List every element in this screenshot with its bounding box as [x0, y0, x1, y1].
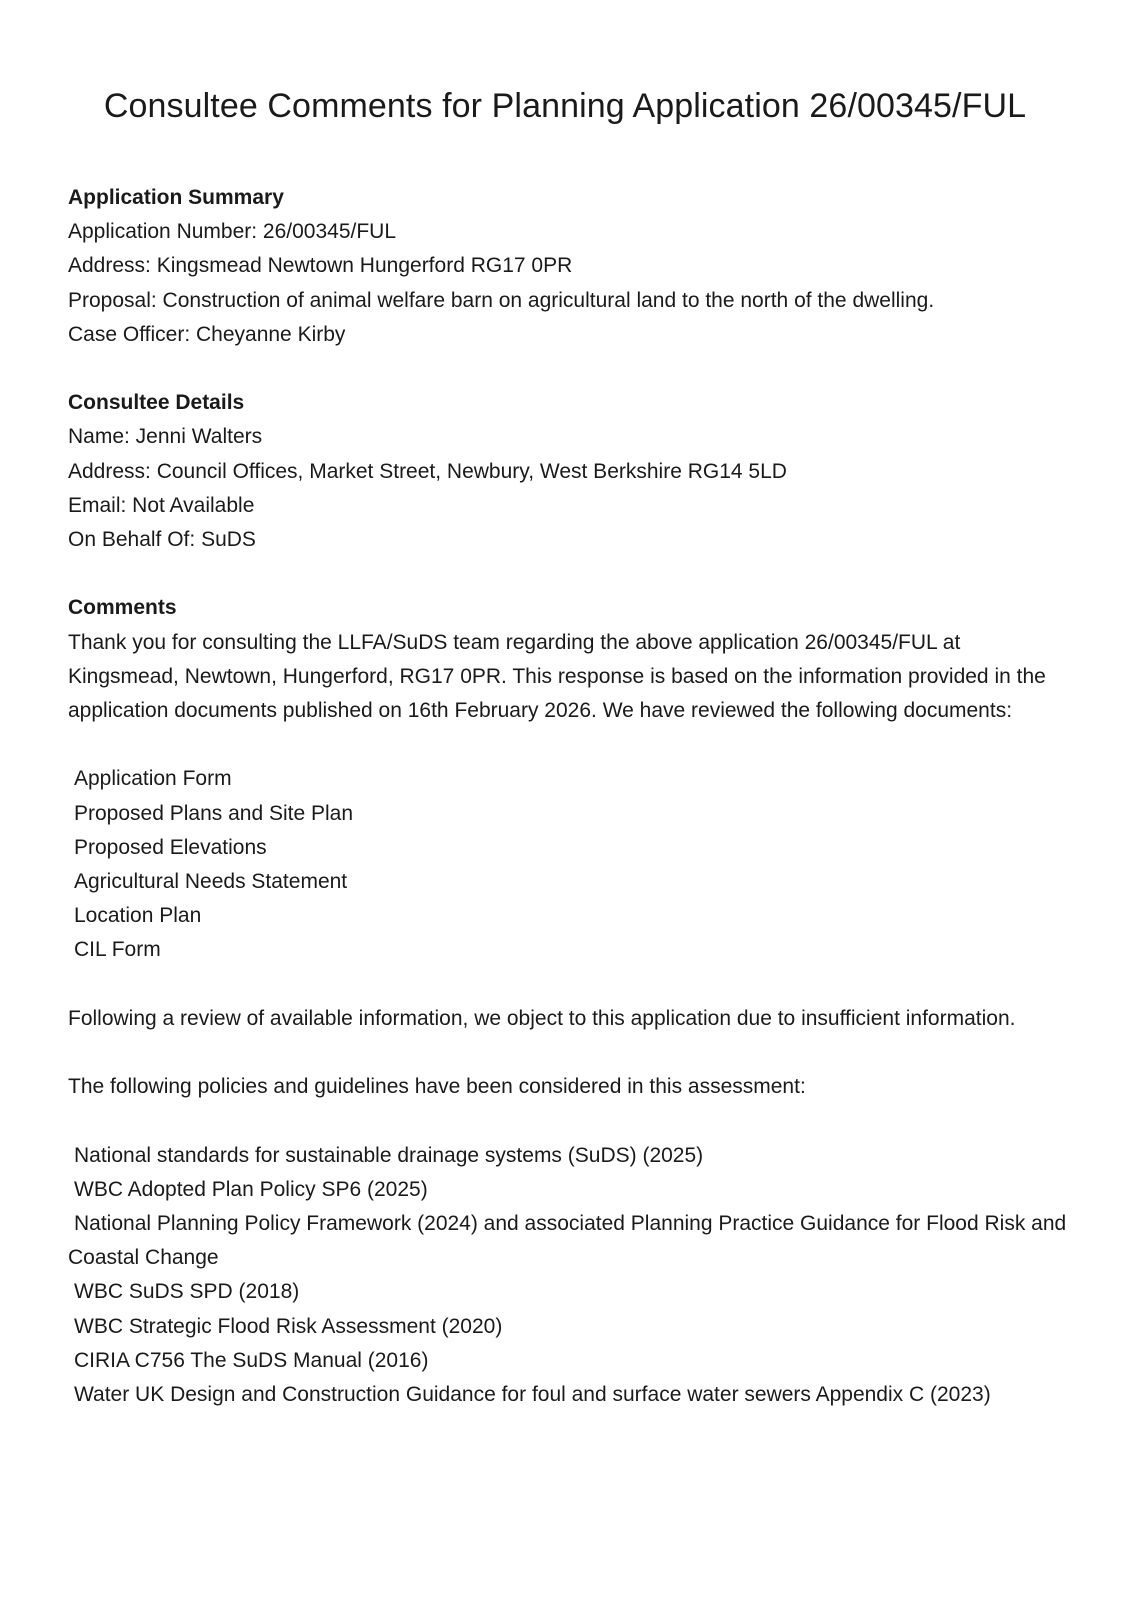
- consultee-details-section: [68, 386, 1068, 557]
- consultee-name: Name: Jenni Walters: [68, 425, 263, 449]
- reviewed-documents-list: [68, 762, 1068, 967]
- document-body: [68, 181, 1068, 1412]
- spacer: [68, 352, 1068, 386]
- consultee-details-heading: Consultee Details: [68, 391, 245, 415]
- list-item: National Planning Policy Framework (2024) and associated Planning Practice Guidance for Flood Risk and Coastal Change: [68, 1212, 1067, 1270]
- spacer: [68, 557, 1068, 591]
- application-address: Address: Kingsmead Newtown Hungerford RG17 0PR: [68, 254, 573, 278]
- page-title: Consultee Comments for Planning Application 26/00345/FUL: [103, 87, 1027, 125]
- consultee-address: Address: Council Offices, Market Street, Newbury, West Berkshire RG14 5LD: [68, 459, 787, 483]
- spacer: [68, 728, 1068, 762]
- application-summary-section: [68, 181, 1068, 352]
- list-item: Water UK Design and Construction Guidance for foul and surface water sewers Appendix C (2023): [74, 1383, 991, 1407]
- application-proposal: Proposal: Construction of animal welfare barn on agricultural land to the north of the dwelling.: [68, 288, 935, 312]
- list-item: WBC SuDS SPD (2018): [74, 1280, 300, 1304]
- comments-section: [68, 591, 1068, 1412]
- list-item: National standards for sustainable drainage systems (SuDS) (2025): [74, 1143, 704, 1167]
- list-item: CIRIA C756 The SuDS Manual (2016): [74, 1348, 429, 1372]
- objection-statement: Following a review of available information, we object to this application due to insufficient information.: [68, 1006, 1016, 1030]
- list-item: Agricultural Needs Statement: [74, 870, 348, 894]
- consultee-email: Email: Not Available: [68, 493, 255, 517]
- comments-intro: Thank you for consulting the LLFA/SuDS team regarding the above application 26/00345/FUL at Kingsmead, Newtown, Hungerford, RG17 0PR. This response is based on the information provided in the application documents published on 16th February 2026. We have reviewed the following documents:: [68, 630, 1046, 723]
- spacer: [68, 1104, 1068, 1138]
- application-summary-heading: Application Summary: [68, 186, 284, 209]
- spacer: [68, 1036, 1068, 1070]
- case-officer: Case Officer: Cheyanne Kirby: [68, 322, 346, 346]
- policies-list: [68, 1139, 1068, 1413]
- application-number: Application Number: 26/00345/FUL: [68, 220, 397, 244]
- list-item: Application Form: [74, 767, 232, 791]
- policies-intro: The following policies and guidelines have been considered in this assessment:: [68, 1075, 806, 1099]
- list-item: Proposed Elevations: [74, 835, 267, 859]
- list-item: CIL Form: [74, 938, 161, 962]
- list-item: WBC Strategic Flood Risk Assessment (2020): [74, 1314, 503, 1338]
- consultee-on-behalf-of: On Behalf Of: SuDS: [68, 528, 256, 552]
- spacer: [68, 968, 1068, 1002]
- list-item: WBC Adopted Plan Policy SP6 (2025): [74, 1177, 428, 1201]
- list-item: Proposed Plans and Site Plan: [74, 801, 354, 825]
- list-item: Location Plan: [74, 904, 202, 928]
- comments-heading: Comments: [68, 596, 177, 620]
